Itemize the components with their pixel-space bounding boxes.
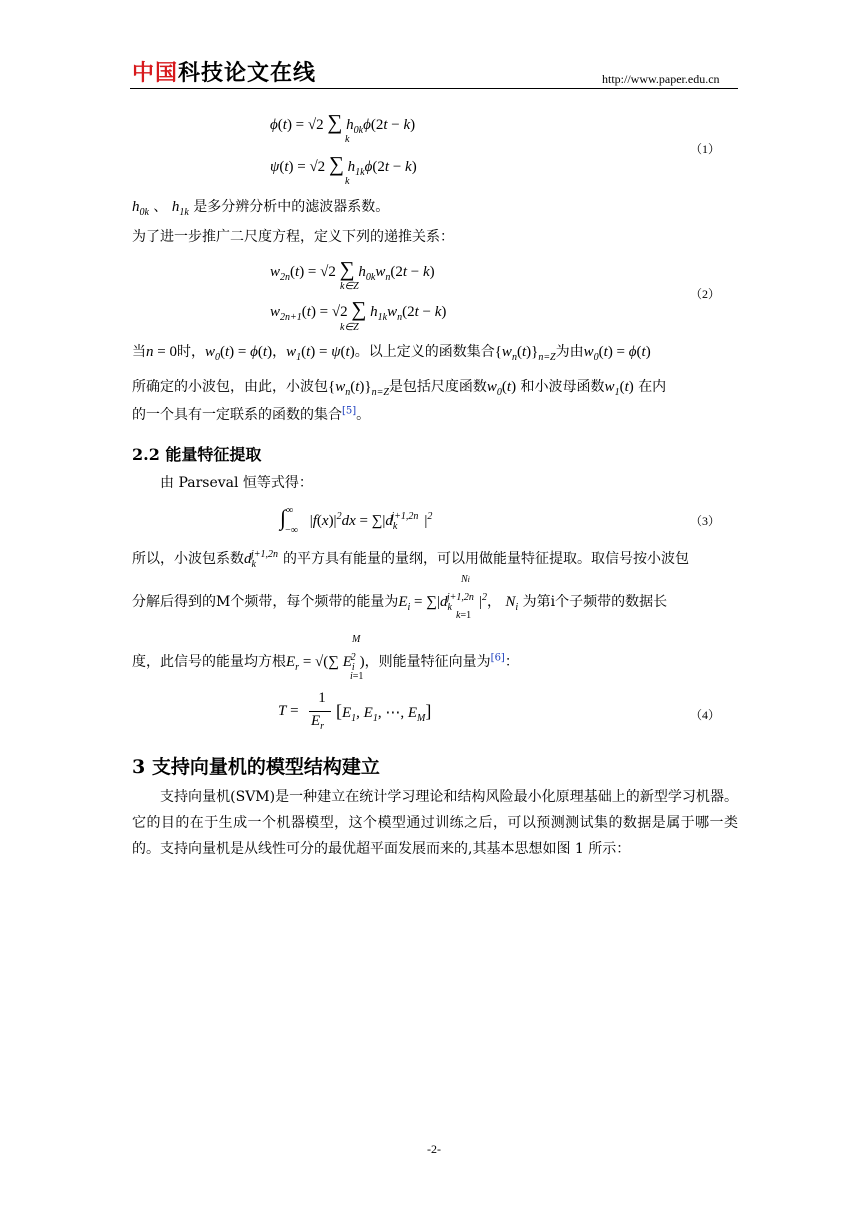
equation-2-sum-index-2: k∈Z [340,322,359,333]
equation-2-line-1: $w_{2n}(t) = √2$ ∑ $h_{0k}w_n(2t - k)$ [270,257,435,283]
energy-sum-upper: Ni [461,574,470,585]
packet-line-3: 的一个具有一定联系的函数的集合[5]。 [132,405,371,423]
journal-logo [132,60,316,88]
page-number: -2- [427,1142,441,1156]
equation-1-sum-index-2: k [345,176,350,187]
logo-red-text: 中国 [132,61,179,86]
parseval-line: 由 Parseval 恒等式得： [160,475,313,491]
packet-line-2: 所确定的小波包，由此，小波包$\{w_n(t)\}_{n=Z}$是包括尺度函数$w_0(t)$ 和小波母函数$w_1(t)$ 在内 [132,379,667,398]
section-2-2-heading: 2.2 能量特征提取 [132,445,262,464]
equation-3: $\int^\infty_{-\infty}$ $|f(x)|^2dx = \sum|d_k^{j+1,2n}$ $|^2$ [280,505,433,536]
packet-line-1: 当n = 0时，$w_0(t) = \phi(t)$，$w_1(t) = \psi(t)$。以上定义的函数集合$\{w_n(t)\}_{n=Z}$为由$w_0(t) = \phi(t)$ [132,344,651,363]
equation-4-number: （4） [690,708,721,722]
equation-3-number: （3） [690,514,721,528]
equation-1-sum-index: k [345,134,350,145]
header-rule [130,88,738,89]
logo-black-text: 科技论文在线 [178,61,317,86]
define-recursion-text: 为了进一步推广二尺度方程，定义下列的递推关系： [132,229,454,245]
energy-sum-lower: k=1 [456,610,472,621]
reference-5-link[interactable]: [5] [342,405,357,417]
rms-sum-lower: i=1 [350,671,364,682]
equation-1-line-1: ϕ(t) = √2 ∑ $h_{0k}\phi(2t - k)$ [270,110,416,136]
equation-1-line-2: ψ(t) = √2 ∑ $h_{1k}\phi(2t - k)$ [270,152,417,178]
svm-paragraph: 支持向量机(SVM)是一种建立在统计学习理论和结构风险最小化原理基础上的新型学习机器。它的目的在于生成一个机器模型，这个模型通过训练之后，可以预测测试集的数据是属于哪一类的。支持向量机是从线性可分的最优超平面发展而来的,其基本思想如图 1 所示： [132,789,738,857]
reference-6-link[interactable]: [6] [490,652,505,664]
equation-4-vector: [$E_1$, $E_1$, ⋯, $E_M$] [336,701,432,724]
equation-4-lhs: T = [278,703,299,719]
energy-line-2: 分解后得到的M个频带，每个频带的能量为$E_i = \sum|d_k^{j+1,2n}$ $|^2$， $N_i$ 为第i个子频带的数据长 [132,592,668,613]
equation-2-number: （2） [690,287,721,301]
equation-2-line-2: $w_{2n+1}(t) = √2$ ∑ $h_{1k}w_n(2t - k)$ [270,297,447,323]
equation-2-sum-index: k∈Z [340,281,359,292]
rms-sum-upper: M [352,634,361,645]
section-3-heading: 3 支持向量机的模型结构建立 [132,756,380,778]
equation-4-denominator: $E_r$ [311,713,325,732]
energy-line-3: 度，此信号的能量均方根$E_r$ = √(∑ $E_i^2$ )，则能量特征向量为[6]： [132,652,519,673]
coefficient-text: 是多分辨分析中的滤波器系数。 [193,199,390,215]
equation-4-numerator: 1 [318,690,326,706]
coefficient-line: $h_{0k}$ 、 $h_{1k}$ 是多分辨分析中的滤波器系数。 [132,199,390,218]
header-url[interactable]: http://www.paper.edu.cn [602,72,720,86]
energy-line-1: 所以，小波包系数$d_k^{j+1,2n}$ 的平方具有能量的量纲，可以用做能量特征提取。取信号按小波包 [132,549,689,570]
equation-1-number: （1） [690,142,721,156]
equation-4-fraction-bar [309,711,331,712]
